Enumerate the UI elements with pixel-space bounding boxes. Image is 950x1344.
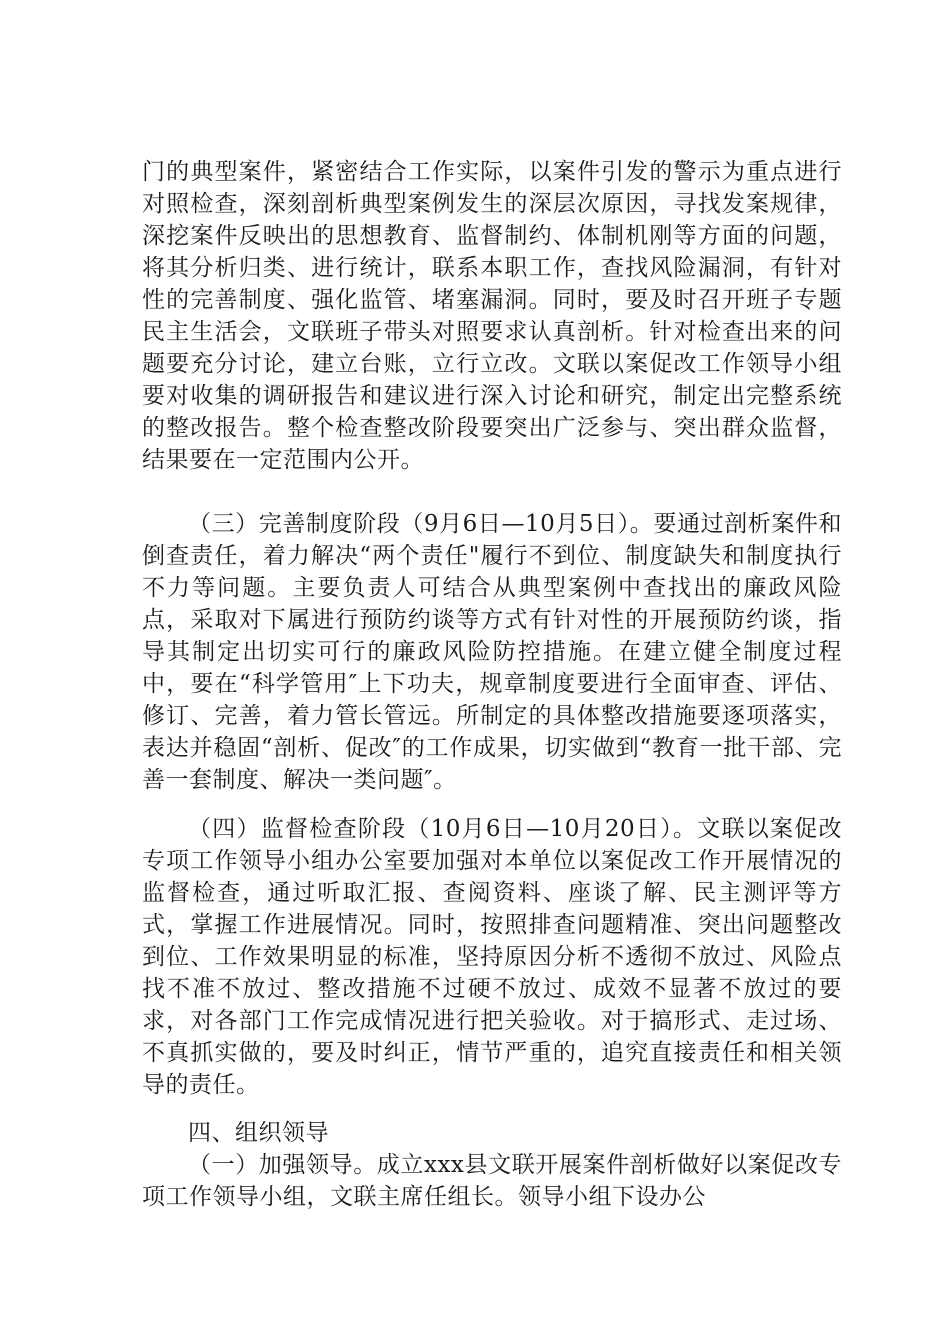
document-paragraph-section-4	[142, 813, 842, 1101]
heading-text: 四、组织领导	[188, 1120, 329, 1146]
paragraph-text: 门的典型案件，紧密结合工作实际，以案件引发的警示为重点进行对照检查，深刻剖析典型案例发生的深层次原因，寻找发案规律，深挖案件反映出的思想教育、监督制约、体制机刚等方面的问题，将其分析归类、进行统计，联系本职工作，查找风险漏洞，有针对性的完善制度、强化监管、堵塞漏洞。同时，要及时召开班子专题民主生活会，文联班子带头对照要求认真剖析。针对检查出来的问题要充分讨论，建立台账，立行立改。文联以案促改工作领导小组要对收集的调研报告和建议进行深入讨论和研究，制定出完整系统的整改报告。整个检查整改阶段要突出广泛参与、突出群众监督，结果要在一定范围内公开。	[142, 159, 842, 473]
section-heading	[142, 1117, 842, 1149]
paragraph-text: （四）监督检查阶段（10月6日—10月20日）。文联以案促改专项工作领导小组办公室要加强对本单位以案促改工作开展情况的监督检查，通过听取汇报、查阅资料、座谈了解、民主测评等方式，掌握工作进展情况。同时，按照排查问题精准、突出问题整改到位、工作效果明显的标准，坚持原因分析不透彻不放过、风险点找不准不放过、整改措施不过硬不放过、成效不显著不放过的要求，对各部门工作完成情况进行把关验收。对于搞形式、走过场、不真抓实做的，要及时纠正，情节严重的，追究直接责任和相关领导的责任。	[142, 816, 842, 1098]
paragraph-text: （一）加强领导。成立xxx县文联开展案件剖析做好以案促改专项工作领导小组，文联主席任组长。领导小组下设办公	[142, 1152, 842, 1210]
document-paragraph-leadership	[142, 1149, 842, 1213]
document-paragraph-continued	[142, 156, 842, 476]
paragraph-text: （三）完善制度阶段（9月6日—10月5日）。要通过剖析案件和倒查责任，着力解决“两个责任"履行不到位、制度缺失和制度执行不力等问题。主要负责人可结合从典型案例中查找出的廉政风险点，采取对下属进行预防约谈等方式有针对性的开展预防约谈，指导其制定出切实可行的廉政风险防控措施。在建立健全制度过程中，要在“科学管用″上下功夫，规章制度要进行全面审查、评估、修订、完善，着力管长管远。所制定的具体整改措施要逐项落实，表达并稳固“剖析、促改″的工作成果，切实做到“教育一批干部、完善一套制度、解决一类问题″。	[142, 511, 842, 793]
document-paragraph-section-3	[142, 508, 842, 796]
